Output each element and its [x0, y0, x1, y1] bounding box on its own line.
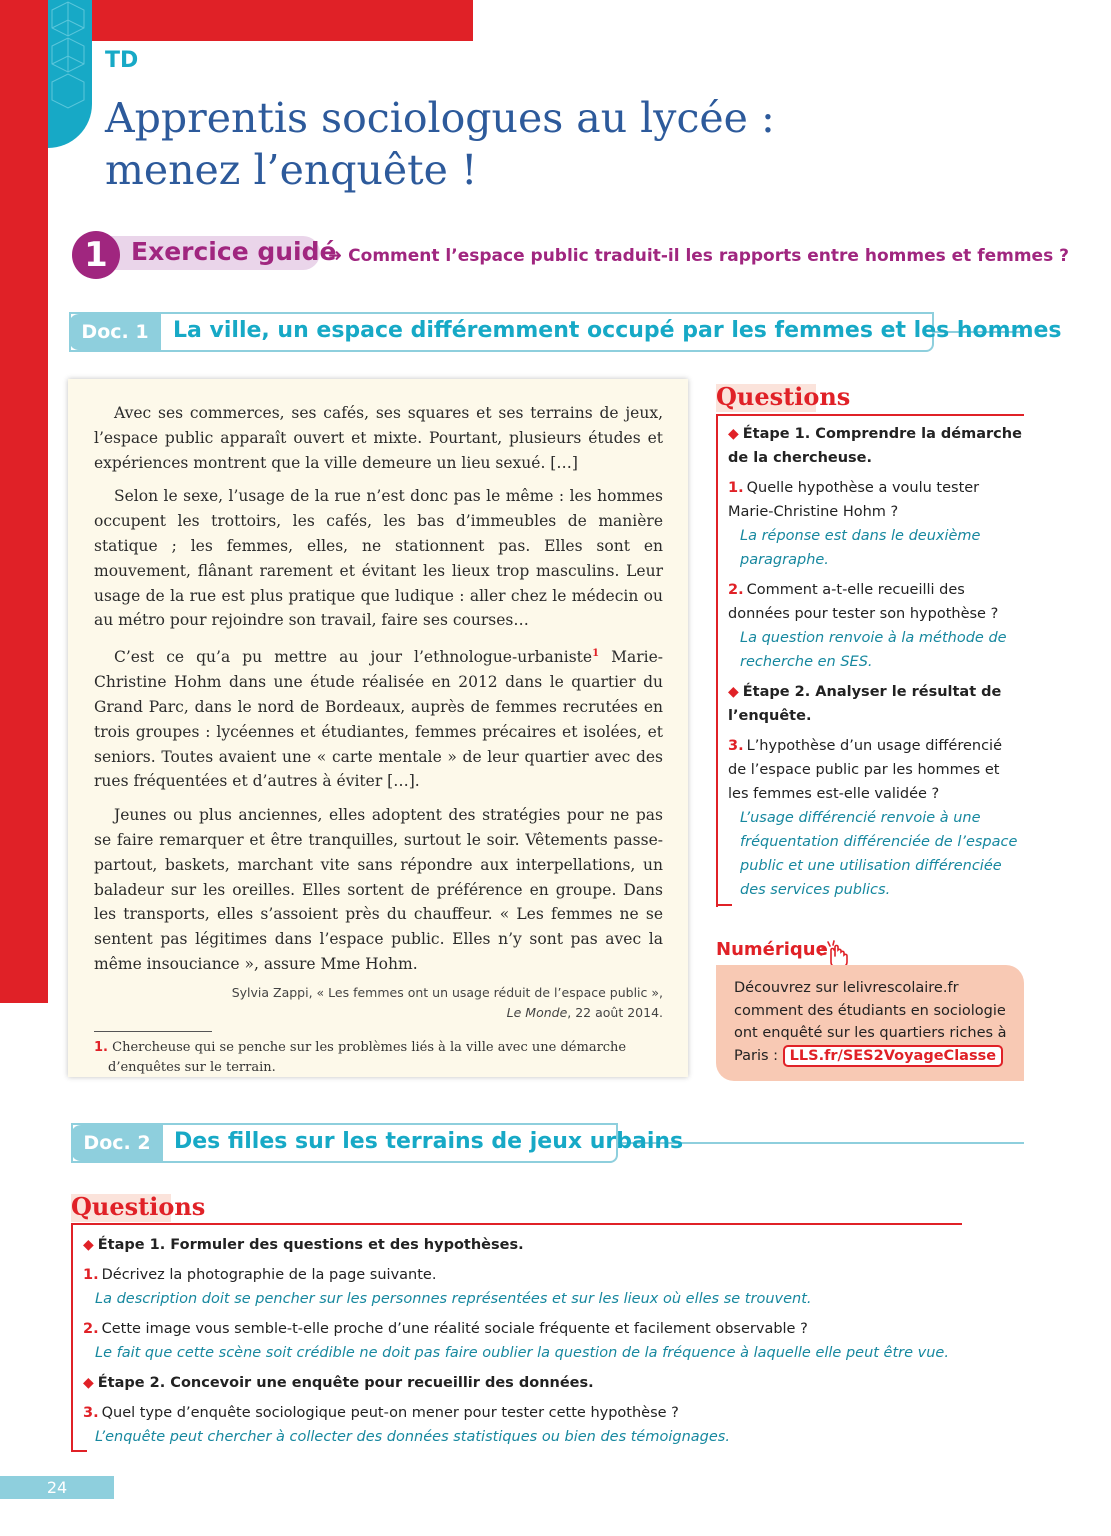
doc1-paragraph-4: Jeunes ou plus anciennes, elles adoptent des stratégies pour ne pas se faire remarquer et être tranquilles, surtout le soir. Vêtements passe-partout, baskets, marchant vite sans répondre aux interpellations, un baladeur sur les oreilles. Elles sortent de préférence en groupe. Dans les transports, elles s’assoient près du chauffeur. « Les femmes ne se sentent pas légitimes dans l’espace public. Elles n’y sont pas avec la même insouciance », assure Mme Hohm. [94, 806, 663, 973]
questions1-a1: La réponse est dans le deuxième paragraphe. [740, 528, 981, 568]
section-label: TD [105, 48, 139, 73]
diamond-icon: ◆ [728, 426, 739, 442]
doc1-paragraph-1: Avec ses commerces, ses cafés, ses squares et ses terrains de jeux, l’espace public apparaît ouvert et mixte. Pourtant, plusieurs études et expériences montrent que la ville demeure un lieu sexué. […] [94, 404, 663, 472]
page-number: 24 [0, 1476, 114, 1499]
questions2-frame-foot [71, 1450, 87, 1452]
questions2-left-rule [71, 1223, 73, 1452]
questions2-step2: ◆ Étape 2. Concevoir une enquête pour recueillir des données. [83, 1375, 594, 1391]
top-red-band [48, 0, 473, 41]
questions2-q3: 3. Quel type d’enquête sociologique peut-on mener pour tester cette hypothèse ? [83, 1405, 679, 1421]
questions2-list [83, 1233, 983, 1449]
doc1-source [94, 983, 663, 1023]
questions1-q1: 1. Quelle hypothèse a voulu tester Marie-Christine Hohm ? [728, 480, 980, 520]
doc1-footnote [94, 1038, 663, 1078]
doc1-paragraph-3-end: Marie-Christine Hohm dans une étude réalisée en 2012 dans le quartier du Grand Parc, dans le nord de Bordeaux, auprès de femmes recrutées en trois groupes : lycéennes et étudiantes, femmes précaires et isolées, et seniors. Toutes avaient une « carte mentale » de leur quartier avec des rues fréquentées et d’autres à éviter […]. [94, 648, 663, 791]
questions1-a2: La question renvoie à la méthode de recherche en SES. [740, 630, 1007, 670]
exercise-question: ➜ Comment l’espace public traduit-il les rapports entre hommes et femmes ? [328, 246, 1069, 266]
questions2-step1: ◆ Étape 1. Formuler des questions et des hypothèses. [83, 1237, 524, 1253]
teal-hexagon-tab [48, 0, 92, 148]
page-title [105, 92, 1005, 196]
footnote-text: Chercheuse qui se penche sur les problèmes liés à la ville avec une démarche d’enquêtes sur le terrain. [108, 1039, 627, 1075]
doc1-source-author: Sylvia Zappi, « Les femmes ont un usage réduit de l’espace public », [231, 984, 663, 1000]
doc1-source-date: , 22 août 2014. [567, 1004, 663, 1020]
doc2-title: Des filles sur les terrains de jeux urbains [174, 1129, 684, 1154]
questions2-a1: La description doit se pencher sur les personnes représentées et sur les lieux où elles se trouvent. [95, 1291, 812, 1307]
questions2-q1: 1. Décrivez la photographie de la page suivante. [83, 1267, 437, 1283]
doc2-tab: Doc. 2 [71, 1125, 163, 1161]
questions2-top-rule [71, 1223, 962, 1225]
footnote-divider [94, 1031, 212, 1032]
doc1-source-publication [94, 1003, 663, 1023]
questions1-title: Questions [716, 382, 851, 411]
doc1-tab: Doc. 1 [69, 314, 161, 350]
exercise-number: 1 [72, 231, 120, 279]
questions1-frame-foot [716, 904, 732, 906]
questions1-list [728, 422, 1022, 902]
questions2-title: Questions [71, 1192, 206, 1221]
exercise-label: Exercice guidé [131, 237, 337, 266]
questions2-q2: 2. Cette image vous semble-t-elle proche d’une réalité sociale fréquente et facilement observable ? [83, 1321, 808, 1337]
diamond-icon: ◆ [83, 1375, 94, 1391]
numerique-label: Numérique [716, 939, 828, 960]
doc1-paragraph-2: Selon le sexe, l’usage de la rue n’est donc pas le même : les hommes occupent les trottoirs, les cafés, les bas d’immeubles de manière statique ; les femmes, elles, ne stationnent pas. Elles sont en mouvement, flânant rarement et évitant les lieux trop masculins. Leur usage de la rue est plus pratique que ludique : aller chez le médecin ou au métro pour rejoindre son travail, faire ses courses… [94, 487, 663, 630]
doc1-article [94, 401, 663, 1078]
page-title-line2: menez l’enquête ! [105, 146, 478, 194]
doc1-title: La ville, un espace différemment occupé par les femmes et les hommes [173, 318, 1062, 343]
page-title-line1: Apprentis sociologues au lycée : [105, 94, 775, 142]
footnote-marker: 1 [592, 648, 600, 660]
footnote-number: 1. [94, 1039, 108, 1055]
numerique-text: Découvrez sur lelivrescolaire.fr comment des étudiants en sociologie ont enquêté sur les quartiers riches à Paris : LLS.fr/SES2VoyageClasse [734, 977, 1014, 1067]
doc1-paragraph-3 [94, 642, 663, 794]
questions1-step2: ◆ Étape 2. Analyser le résultat de l’enquête. [728, 684, 1002, 724]
questions1-a3: L’usage différencié renvoie à une fréquentation différenciée de l’espace public et une utilisation différenciée des services publics. [740, 810, 1018, 898]
questions1-step1: ◆ Étape 1. Comprendre la démarche de la chercheuse. [728, 426, 1022, 466]
diamond-icon: ◆ [728, 684, 739, 700]
doc1-source-journal: Le Monde [506, 1004, 568, 1020]
numerique-link[interactable]: LLS.fr/SES2VoyageClasse [783, 1045, 1003, 1067]
questions1-q2: 2. Comment a-t-elle recueilli des données pour tester son hypothèse ? [728, 582, 999, 622]
left-red-band [0, 0, 48, 1003]
questions2-a3: L’enquête peut chercher à collecter des données statistiques ou bien des témoignages. [95, 1429, 730, 1445]
diamond-icon: ◆ [83, 1237, 94, 1253]
doc1-paragraph-3-start: C’est ce qu’a pu mettre au jour l’ethnologue-urbaniste [114, 648, 593, 667]
questions1-q3: 3. L’hypothèse d’un usage différencié de l’espace public par les hommes et les femmes est-elle validée ? [728, 738, 1003, 802]
questions2-a2: Le fait que cette scène soit crédible ne doit pas faire oublier la question de la fréquence à laquelle elle peut être vue. [95, 1345, 949, 1361]
